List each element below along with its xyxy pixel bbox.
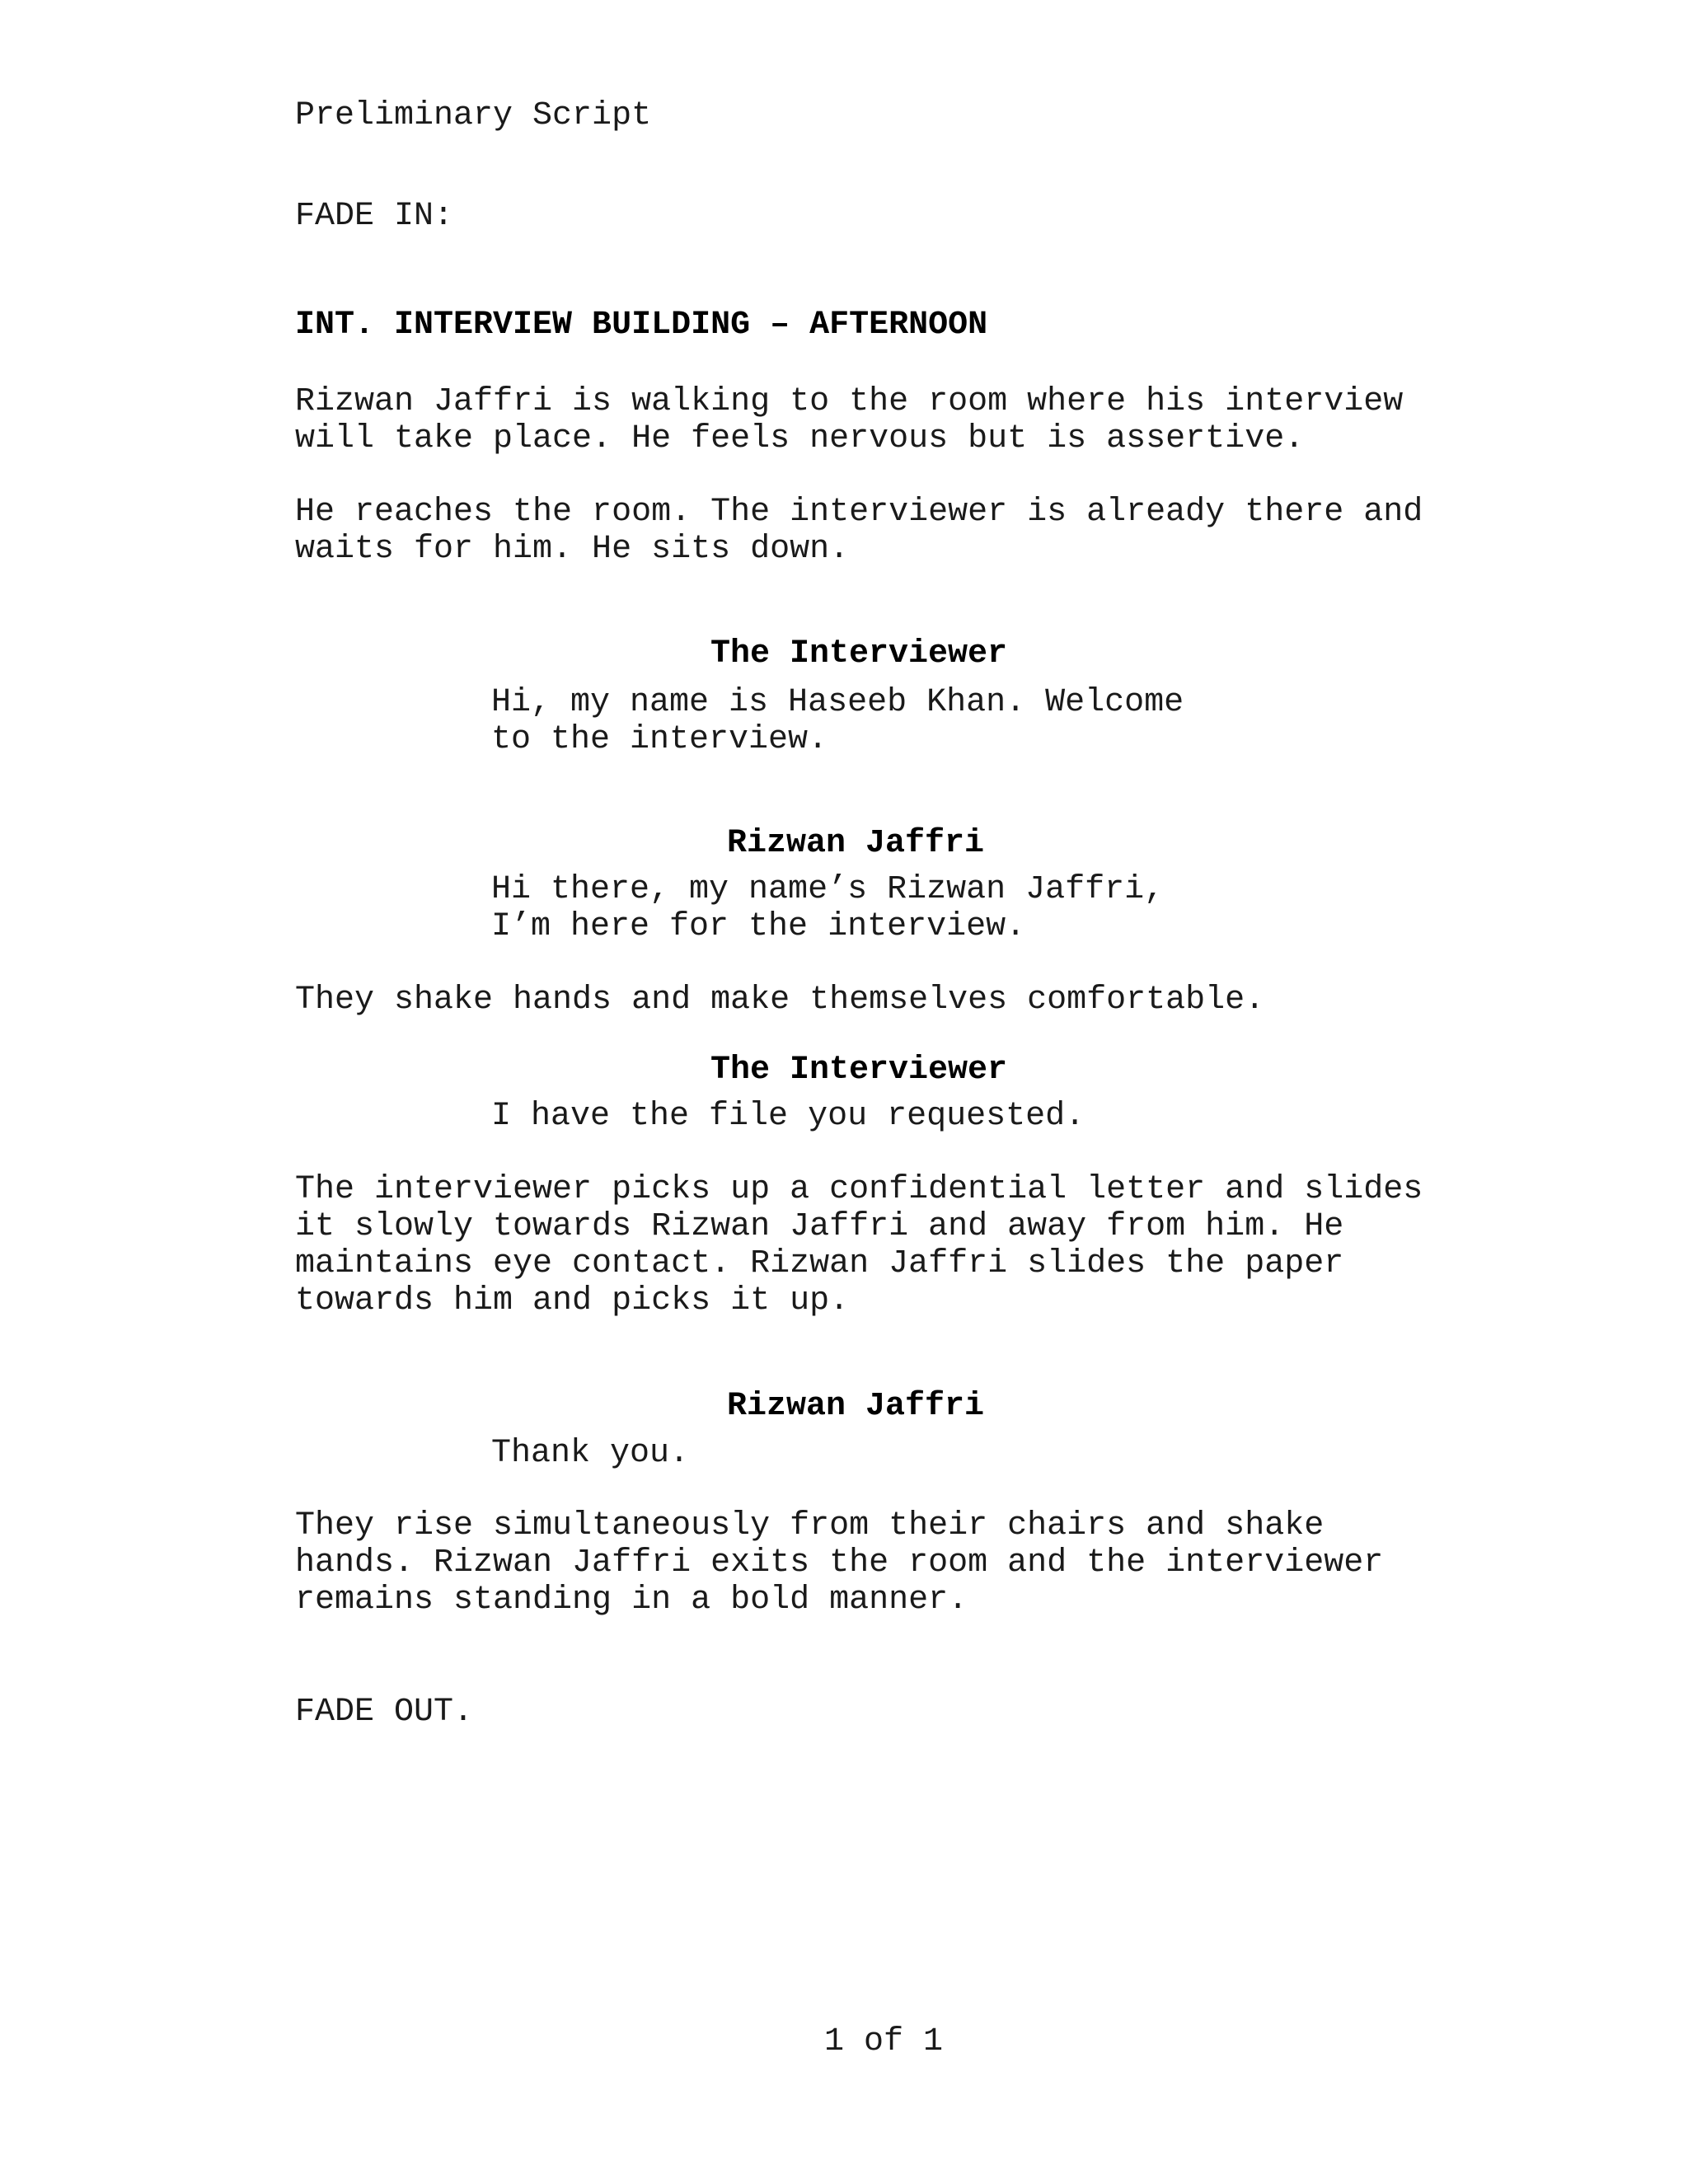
scene-heading: INT. INTERVIEW BUILDING – AFTERNOON bbox=[295, 307, 988, 344]
action-line: Rizwan Jaffri is walking to the room where his interview bbox=[295, 383, 1404, 420]
action-line: it slowly towards Rizwan Jaffri and away from him. He bbox=[295, 1208, 1344, 1245]
transition-fade-in: FADE IN: bbox=[295, 198, 454, 235]
dialogue-line: I have the file you requested. bbox=[491, 1098, 1085, 1135]
page-number: 1 of 1 bbox=[824, 2023, 944, 2060]
action-line: They shake hands and make themselves comfortable. bbox=[295, 982, 1265, 1019]
dialogue-line: Thank you. bbox=[491, 1435, 690, 1472]
character-name: Rizwan Jaffri bbox=[727, 825, 985, 862]
dialogue-line: I’m here for the interview. bbox=[491, 908, 1026, 945]
action-line: hands. Rizwan Jaffri exits the room and the interviewer bbox=[295, 1544, 1384, 1582]
dialogue-line: Hi, my name is Haseeb Khan. Welcome bbox=[491, 684, 1184, 721]
action-line: towards him and picks it up. bbox=[295, 1282, 850, 1319]
dialogue-line: to the interview. bbox=[491, 721, 828, 758]
character-name: The Interviewer bbox=[710, 1052, 1008, 1089]
action-line: will take place. He feels nervous but is assertive. bbox=[295, 420, 1305, 457]
action-line: remains standing in a bold manner. bbox=[295, 1582, 968, 1619]
transition-fade-out: FADE OUT. bbox=[295, 1694, 474, 1731]
action-line: He reaches the room. The interviewer is already there and bbox=[295, 494, 1423, 531]
script-title: Preliminary Script bbox=[295, 97, 652, 134]
action-line: The interviewer picks up a confidential letter and slides bbox=[295, 1171, 1423, 1208]
character-name: Rizwan Jaffri bbox=[727, 1388, 985, 1425]
action-line: maintains eye contact. Rizwan Jaffri slides the paper bbox=[295, 1245, 1344, 1282]
action-line: waits for him. He sits down. bbox=[295, 531, 850, 568]
action-line: They rise simultaneously from their chairs and shake bbox=[295, 1507, 1325, 1544]
character-name: The Interviewer bbox=[710, 635, 1008, 673]
dialogue-line: Hi there, my name’s Rizwan Jaffri, bbox=[491, 871, 1165, 908]
